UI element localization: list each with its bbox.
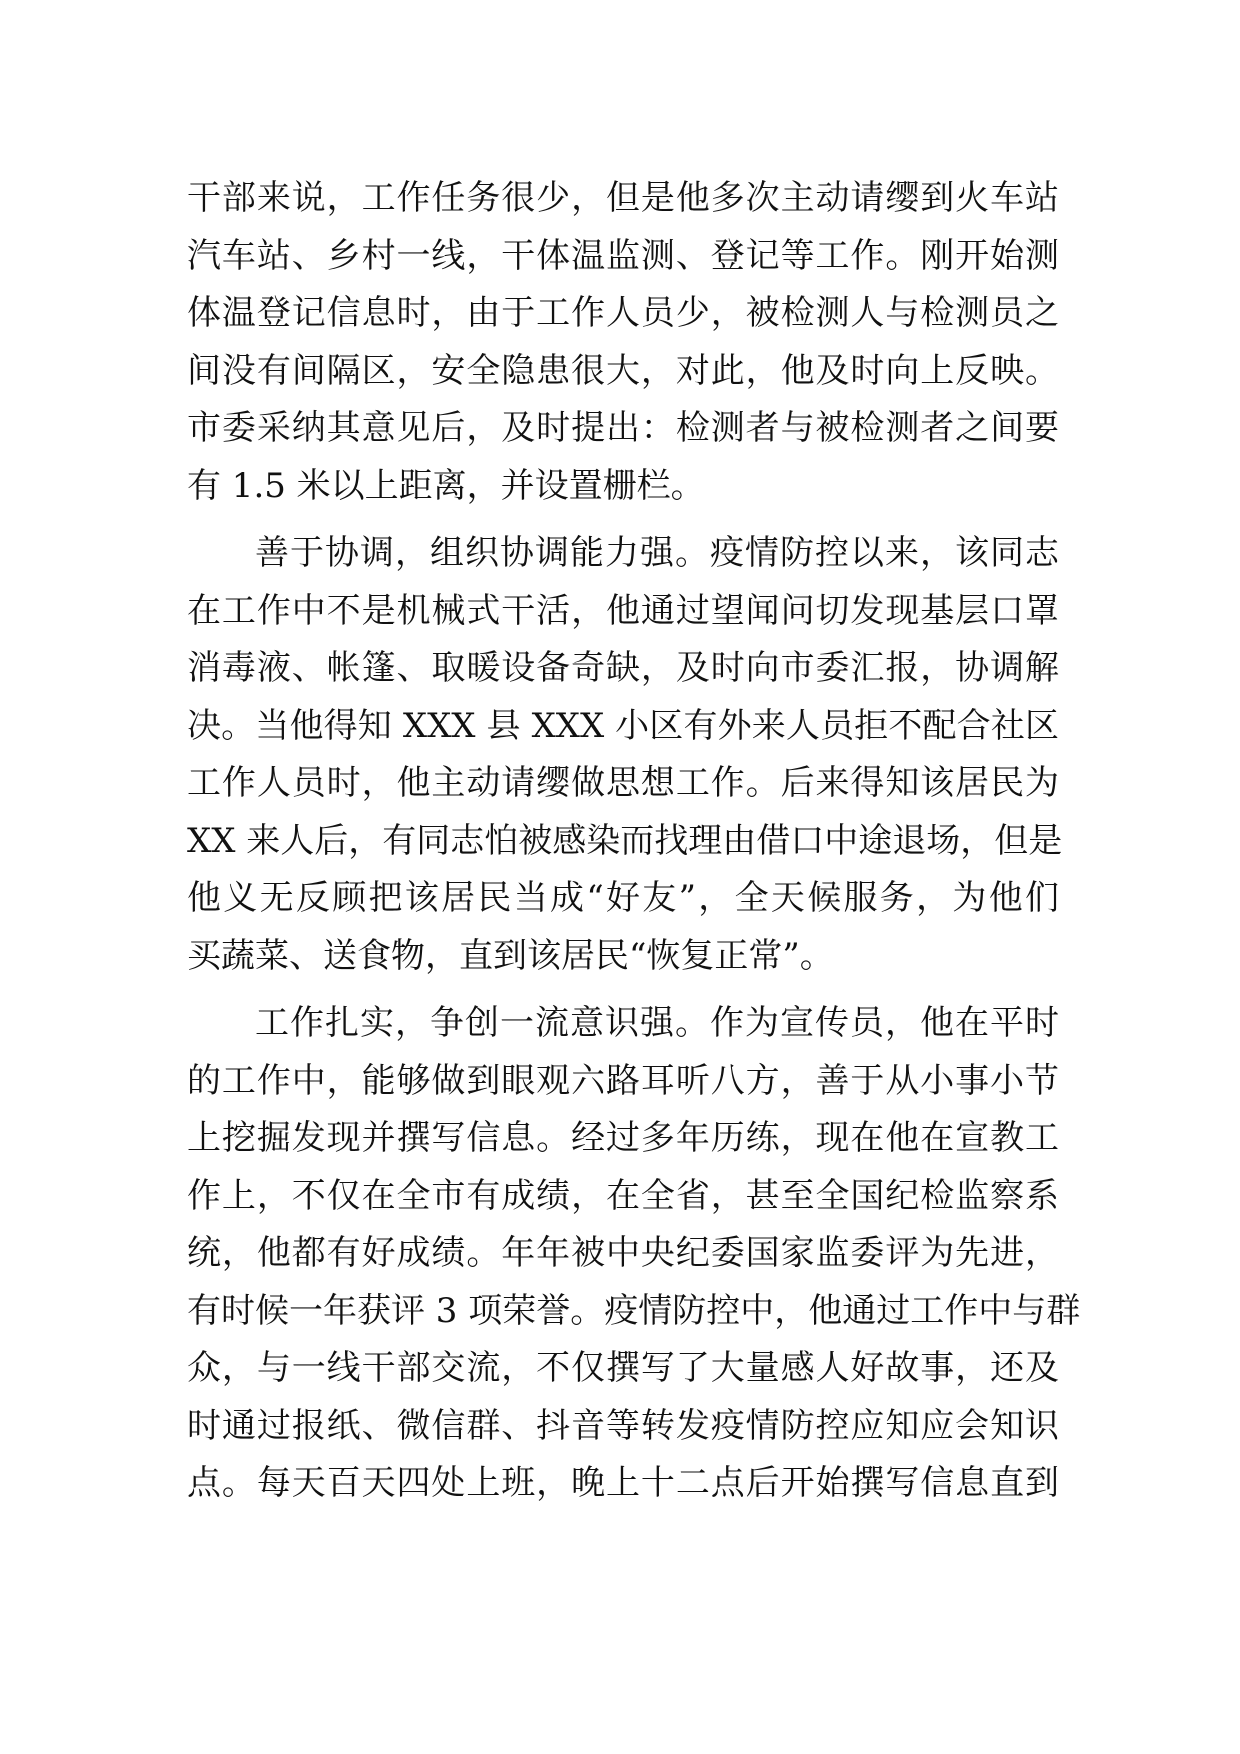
text-line: 作上，不仅在全市有成绩，在全省，甚至全国纪检监察系 (187, 1175, 1059, 1216)
paragraph-gap (187, 515, 1059, 525)
text-line: 体温登记信息时，由于工作人员少，被检测人与检测员之 (187, 293, 1059, 333)
text-line: 时通过报纸、微信群、抖音等转发疫情防控应知应会知识 (187, 1405, 1059, 1446)
text-line: 工作人员时，他主动请缨做思想工作。后来得知该居民为 (187, 763, 1059, 803)
text-line: XX 来人后，有同志怕被感染而找理由借口中途退场，但是 (187, 820, 1063, 861)
paragraph-1 (187, 170, 1059, 515)
paragraph-gap (187, 985, 1059, 995)
text-line: 干部来说，工作任务很少，但是他多次主动请缨到火车站 (187, 178, 1059, 218)
text-line: 决。当他得知 XXX 县 XXX 小区有外来人员拒不配合社区 (187, 705, 1059, 746)
text-line: 有 1.5 米以上距离，并设置栅栏。 (187, 465, 705, 506)
text-line: 间没有间隔区，安全隐患很大，对此，他及时向上反映。 (187, 350, 1059, 391)
text-line: 善于协调，组织协调能力强。疫情防控以来，该同志 (255, 533, 1059, 573)
text-line: 统，他都有好成绩。年年被中央纪委国家监委评为先进， (187, 1233, 1059, 1273)
paragraph-2 (187, 525, 1063, 985)
text-line: 众，与一线干部交流，不仅撰写了大量感人好故事，还及 (187, 1348, 1059, 1388)
text-line: 消毒液、帐篷、取暖设备奇缺，及时向市委汇报，协调解 (187, 648, 1059, 688)
text-line: 的工作中，能够做到眼观六路耳听八方，善于从小事小节 (187, 1060, 1059, 1101)
text-line: 他义无反顾把该居民当成“好友”，全天候服务，为他们 (187, 878, 1059, 918)
text-line: 市委采纳其意见后，及时提出：检测者与被检测者之间要 (187, 408, 1059, 448)
paragraph-3 (187, 995, 1081, 1513)
text-line: 汽车站、乡村一线，干体温监测、登记等工作。刚开始测 (187, 235, 1059, 276)
document-page (187, 170, 1081, 1513)
text-line: 有时候一年获评 3 项荣誉。疫情防控中，他通过工作中与群 (187, 1290, 1081, 1331)
text-line: 点。每天百天四处上班，晚上十二点后开始撰写信息直到 (187, 1463, 1059, 1503)
text-line: 上挖掘发现并撰写信息。经过多年历练，现在他在宣教工 (187, 1118, 1059, 1158)
text-line: 买蔬菜、送食物，直到该居民“恢复正常”。 (187, 935, 834, 976)
text-line: 在工作中不是机械式干活，他通过望闻问切发现基层口罩 (187, 590, 1059, 631)
text-line: 工作扎实，争创一流意识强。作为宣传员，他在平时 (255, 1003, 1059, 1043)
